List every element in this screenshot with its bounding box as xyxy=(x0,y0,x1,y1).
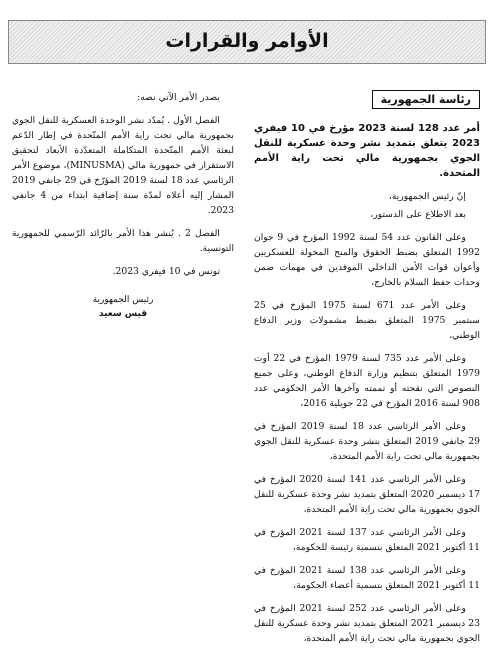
recital: وعلى الأمر عدد 735 لسنة 1979 المؤرخ في 22 أوت 1979 المتعلق بتنظيم وزارة الدفاع الوطني، وعلى جميع النصوص التي نقحته أو تممته وآخرها الأمر الحكومي عدد 908 لسنة 2016 المؤرخ في 22 جويلية 2016، xyxy=(254,353,480,409)
signature-title: رئيس الجمهورية xyxy=(92,295,154,305)
signature-name: قيس سعيد xyxy=(98,309,148,319)
after-review-line: بعد الاطلاع على الدستور، xyxy=(370,209,466,220)
issues-line: يصدر الأمر الآتي نصه: xyxy=(137,92,220,103)
section-label: رئاسة الجمهورية xyxy=(372,90,480,109)
recital: وعلى الأمر عدد 671 لسنة 1975 المؤرخ في 25 سبتمبر 1975 المتعلق بضبط مشمولات وزير الدفاع الوطني، xyxy=(254,300,480,341)
recital: وعلى الأمر الرئاسي عدد 18 لسنة 2019 المؤرخ في 29 جانفي 2019 المتعلق بنشر وحدة عسكرية للنقل الجوي بجمهورية مالي تحت راية الأمم المتحدة، xyxy=(254,421,481,462)
article-2: الفصل 2 . يُنشر هذا الأمر بالرّائد الرّسمي للجمهورية التونسية. xyxy=(12,228,234,254)
article-1: الفصل الأول . يُمدّد نشر الوحدة العسكرية للنقل الجوي بجمهورية مالي تحت راية الأمم المتّحدة في إطار الدّعم لبعثة الأمم المتّحدة المتكاملة المتعدّدة الأبعاد لتحقيق الاستقرار في جمهورية مالي (MINUSMA)، موضوع الأمر الرئاسي عدد 18 لسنة 2019 المؤرّخ في 29 جانفي 2019 المشار إليه أعلاه لمدّة سنة إضافية ابتداء من 4 جانفي 2023. xyxy=(12,115,234,216)
banner-title: الأوامر والقرارات xyxy=(165,30,329,52)
decree-title: أمر عدد 128 لسنة 2023 مؤرخ في 10 فيفري 2023 يتعلق بتمديد نشر وحدة عسكرية للنقل الجوي بجمهورية مالي تحت راية الأمم المتحدة. xyxy=(254,123,480,179)
place-date: تونس في 10 فيفري 2023. xyxy=(112,266,220,277)
recital: وعلى الأمر الرئاسي عدد 137 لسنة 2021 المؤرخ في 11 أكتوبر 2021 المتعلق بتسمية رئيسة للحكومة، xyxy=(254,527,480,553)
opening-line: إنّ رئيس الجمهورية، xyxy=(388,191,466,202)
section-banner xyxy=(8,20,486,64)
left-column xyxy=(12,90,234,321)
recital: وعلى الأمر الرئاسي عدد 138 لسنة 2021 المؤرخ في 11 أكتوبر 2021 المتعلق بتسمية أعضاء الحكومة، xyxy=(254,565,480,591)
recital: وعلى الأمر الرئاسي عدد 252 لسنة 2021 المؤرخ في 23 ديسمبر 2021 المتعلق بتمديد نشر وحدة عسكرية للنقل الجوي بجمهورية مالي تحت راية الأمم المتحدة، xyxy=(254,603,480,644)
recital: وعلى الأمر الرئاسي عدد 141 لسنة 2020 المؤرخ في 17 ديسمبر 2020 المتعلق بتمديد نشر وحدة عسكرية للنقل الجوي بجمهورية مالي تحت راية الأمم المتحدة، xyxy=(254,474,480,515)
right-column xyxy=(254,88,480,654)
recital: وعلى القانون عدد 54 لسنة 1992 المؤرخ في 9 جوان 1992 المتعلق بضبط الحقوق والمنح المخولة للعسكريين وأعوان قوات الأمن الداخلي الموفدين في مهمات ضمن وحدات حفظ السلام بالخارج، xyxy=(254,232,480,288)
signature-block xyxy=(12,293,234,321)
